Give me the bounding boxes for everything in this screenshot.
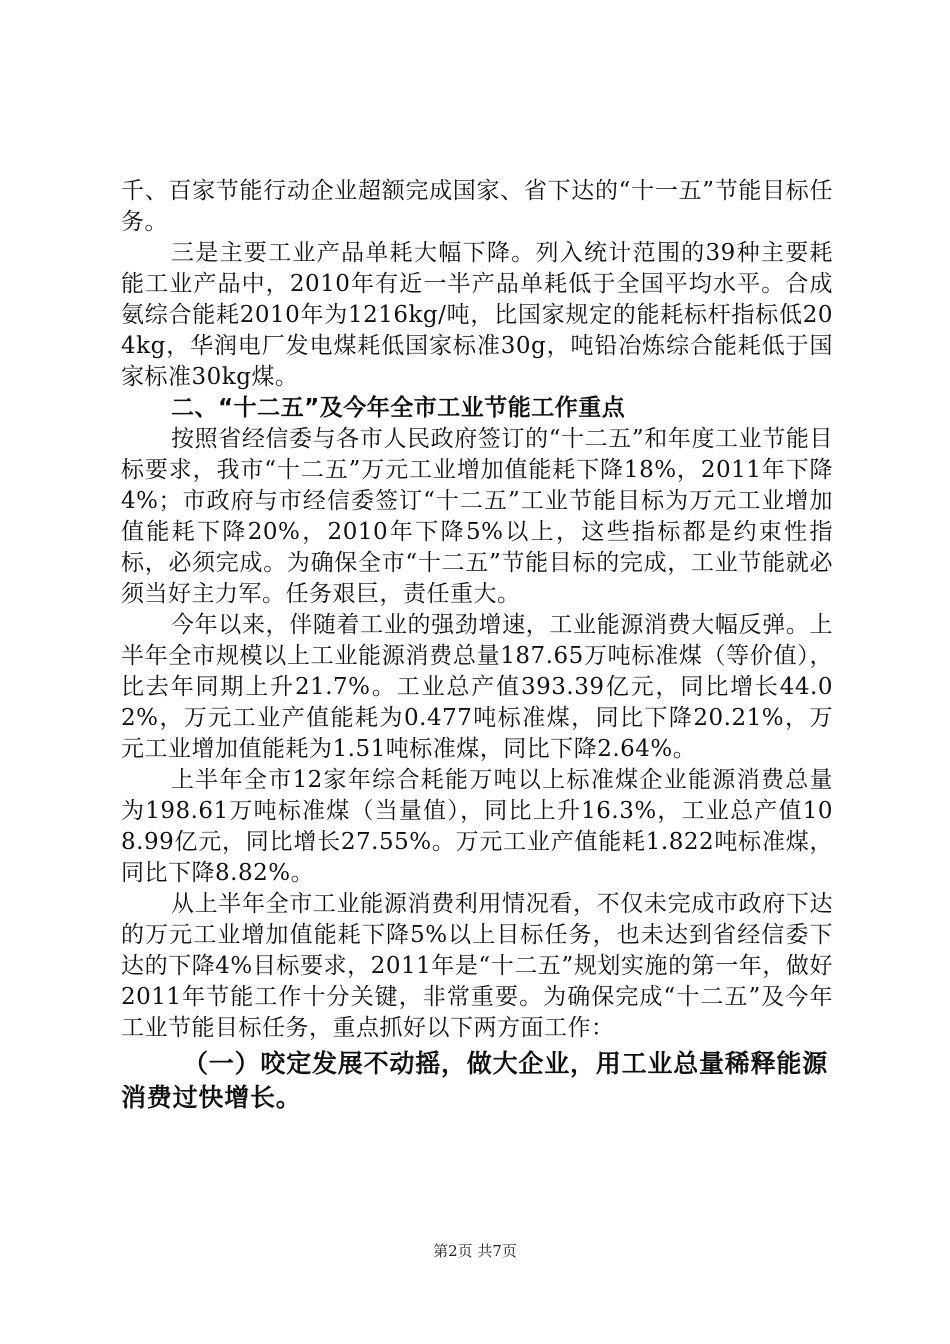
paragraph-product-consumption: 三是主要工业产品单耗大幅下降。列入统计范围的39种主要耗能工业产品中，2010年有近一半产品单耗低于全国平均水平。合成氨综合能耗2010年为1216kg/吨，比国家规定的能耗标杆指标低204kg，华润电厂发电煤耗低国家标准30g，吨铅冶炼综合能耗低于国家标准30kg煤。 <box>121 240 833 390</box>
paragraph-targets: 按照省经信委与各市人民政府签订的“十二五”和年度工业节能目标要求，我市“十二五”万元工业增加值能耗下降18%，2011年下降4%；市政府与市经信委签订“十二五”工业节能目标为万元工业增加值能耗下降20%，2010年下降5%以上，这些指标都是约束性指标，必须完成。为确保全市“十二五”节能目标的完成，工业节能就必须当好主力军。任务艰巨，责任重大。 <box>121 426 833 607</box>
subsection-heading: （一）咬定发展不动摇，做大企业，用工业总量稀释能源消费过快增长。 <box>121 1049 829 1112</box>
page-footer: 第2页 共7页 <box>433 1242 517 1260</box>
section-heading: 二、“十二五”及今年全市工业节能工作重点 <box>171 395 626 421</box>
document-body <box>121 176 833 1115</box>
paragraph-energy-consumption: 今年以来，伴随着工业的强劲增速，工业能源消费大幅反弹。上半年全市规模以上工业能源消费总量187.65万吨标准煤（等价值），比去年同期上升21.7%。工业总产值393.39亿元，同比增长44.02%，万元工业产值能耗为0.477吨标准煤，同比下降20.21%，万元工业增加值能耗为1.51吨标准煤，同比下降2.64%。 <box>121 612 833 762</box>
paragraph-continuation: 千、百家节能行动企业超额完成国家、省下达的“十一五”节能目标任务。 <box>121 178 833 235</box>
paragraph-key-enterprises: 上半年全市12家年综合耗能万吨以上标准煤企业能源消费总量为198.61万吨标准煤（当量值），同比上升16.3%，工业总产值108.99亿元，同比增长27.55%。万元工业产值能耗1.822吨标准煤，同比下降8.82%。 <box>121 767 833 886</box>
paragraph-analysis: 从上半年全市工业能源消费利用情况看，不仅未完成市政府下达的万元工业增加值能耗下降5%以上目标任务，也未达到省经信委下达的下降4%目标要求，2011年是“十二五”规划实施的第一年，做好2011年节能工作十分关键，非常重要。为确保完成“十二五”及今年工业节能目标任务，重点抓好以下两方面工作： <box>121 891 833 1041</box>
